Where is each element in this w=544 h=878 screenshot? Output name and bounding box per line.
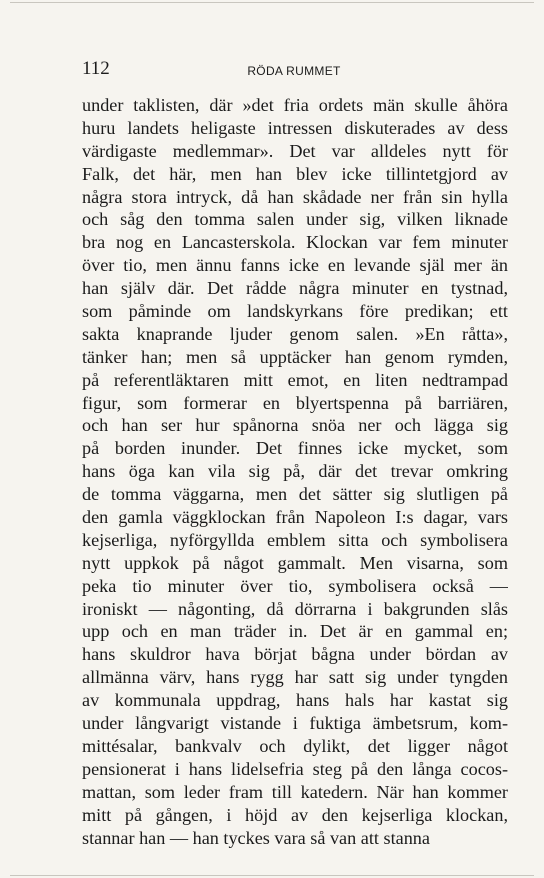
text-line: den gamla väggklockan från Napoleon I:s dagar, vars [82, 507, 508, 528]
text-line: hans skuldror hava börjat bågna under bördan av [82, 644, 508, 665]
text-line: mattan, som leder fram till katedern. När han kommer [82, 781, 508, 802]
page-number: 112 [82, 58, 110, 79]
text-line: hans öga kan vila sig på, där det trevar omkring [82, 461, 508, 482]
text-line: peka tio minuter över tio, symbolisera också — [82, 575, 508, 596]
text-line: på referentläktaren mitt emot, en liten nedtrampad [82, 369, 508, 390]
page-header [82, 58, 506, 82]
text-line: nytt uppkok på något gammalt. Men visarna, som [82, 552, 508, 573]
text-line: som påminde om landskyrkans före predikan; ett [82, 301, 508, 322]
text-line: några stora intryck, då han skådade ner från sin hylla [82, 186, 508, 207]
text-line: pensionerat i hans lidelsefria steg på den långa cocos- [82, 758, 508, 779]
text-line: under långvarigt vistande i fuktiga ämbetsrum, kom- [82, 713, 508, 734]
text-line: under taklisten, där »det fria ordets män skulle åhöra [82, 95, 508, 115]
top-edge-rule [10, 2, 534, 3]
bottom-edge-rule [10, 875, 534, 876]
text-line: bra nog en Lancasterskola. Klockan var fem minuter [82, 232, 508, 253]
text-line: på borden inunder. Det finnes icke mycket, som [82, 438, 508, 459]
text-line: och han ser hur spånorna snöa ner och lägga sig [82, 415, 508, 436]
text-line: och såg den tomma salen under sig, vilken liknade [82, 209, 508, 230]
text-line: av kommunala uppdrag, hans hals har kastat sig [82, 690, 508, 711]
text-line: allmänna värv, hans rygg har satt sig under tyngden [82, 667, 508, 688]
text-line: upp och en man träder in. Det är en gammal en; [82, 621, 508, 642]
running-head: RÖDA RUMMET [247, 64, 341, 78]
text-line: tänker han; men så upptäcker han genom rymden, [82, 346, 508, 367]
text-line: mittésalar, bankvalv och dylikt, det ligger något [82, 735, 508, 756]
text-line: stannar han — han tyckes vara så van att stanna [82, 827, 430, 848]
text-line: han själv där. Det rådde några minuter en tystnad, [82, 278, 508, 299]
text-line: kejserliga, nyförgyllda emblem sitta och symbolisera [82, 529, 508, 550]
body-text [82, 94, 508, 849]
text-line: de tomma väggarna, men det sätter sig slutligen på [82, 484, 508, 505]
text-line: mitt på gången, i höjd av den kejserliga klockan, [82, 804, 508, 825]
text-line: Falk, det här, men han blev icke tillintetgjord av [82, 163, 508, 184]
text-line: figur, som formerar en blyertspenna på barriären, [82, 392, 508, 413]
text-line: sakta knaprande ljuder genom salen. »En råtta», [82, 323, 508, 344]
text-line: värdigaste medlemmar». Det var alldeles nytt för [82, 140, 508, 161]
text-line: huru landets heligaste intressen diskuterades av dess [82, 117, 508, 138]
text-line: ironiskt — någonting, då dörrarna i bakgrunden slås [82, 598, 508, 619]
text-line: över tio, men ännu fanns icke en levande själ mer än [82, 255, 508, 276]
